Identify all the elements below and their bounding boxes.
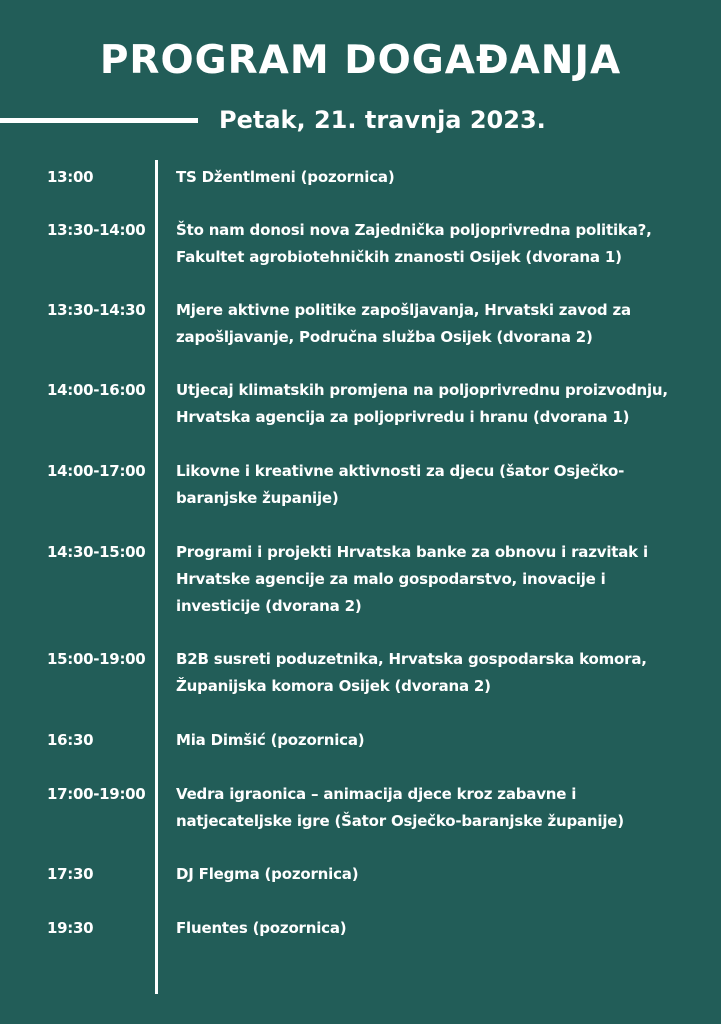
event-time: 14:00-16:00 xyxy=(47,381,146,399)
event-time: 13:30-14:00 xyxy=(47,221,146,239)
date-divider xyxy=(0,118,198,123)
page-title: PROGRAM DOGAĐANJA xyxy=(99,38,622,83)
event-time: 15:00-19:00 xyxy=(47,650,146,668)
event-time: 13:00 xyxy=(47,168,94,186)
event-description: Mia Dimšić (pozornica) xyxy=(176,731,365,749)
event-description: Likovne i kreativne aktivnosti za djecu (šator Osječko-baranjske županije) xyxy=(176,462,625,507)
event-description: Što nam donosi nova Zajednička poljoprivredna politika?, Fakultet agrobiotehničkih znanosti Osijek (dvorana 1) xyxy=(176,221,652,266)
event-time: 16:30 xyxy=(47,731,94,749)
event-time: 17:30 xyxy=(47,865,94,883)
event-date: Petak, 21. travnja 2023. xyxy=(219,106,546,134)
event-description: Utjecaj klimatskih promjena na poljoprivrednu proizvodnju, Hrvatska agencija za poljoprivredu i hranu (dvorana 1) xyxy=(176,381,668,426)
event-description: Programi i projekti Hrvatska banke za obnovu i razvitak i Hrvatske agencije za malo gospodarstvo, inovacije i investicije (dvorana 2) xyxy=(176,543,648,615)
event-description: TS Džentlmeni (pozornica) xyxy=(176,168,395,186)
event-description: Mjere aktivne politike zapošljavanja, Hrvatski zavod za zapošljavanje, Područna služba Osijek (dvorana 2) xyxy=(176,301,631,346)
event-description: B2B susreti poduzetnika, Hrvatska gospodarska komora, Županijska komora Osijek (dvorana 2) xyxy=(176,650,647,695)
event-description: Fluentes (pozornica) xyxy=(176,919,347,937)
event-time: 14:00-17:00 xyxy=(47,462,146,480)
event-time: 17:00-19:00 xyxy=(47,785,146,803)
event-time: 14:30-15:00 xyxy=(47,543,146,561)
timeline-line xyxy=(155,160,158,994)
event-description: Vedra igraonica – animacija djece kroz zabavne i natjecateljske igre (Šator Osječko-baranjske županije) xyxy=(176,785,624,830)
event-time: 13:30-14:30 xyxy=(47,301,146,319)
event-time: 19:30 xyxy=(47,919,94,937)
event-description: DJ Flegma (pozornica) xyxy=(176,865,359,883)
